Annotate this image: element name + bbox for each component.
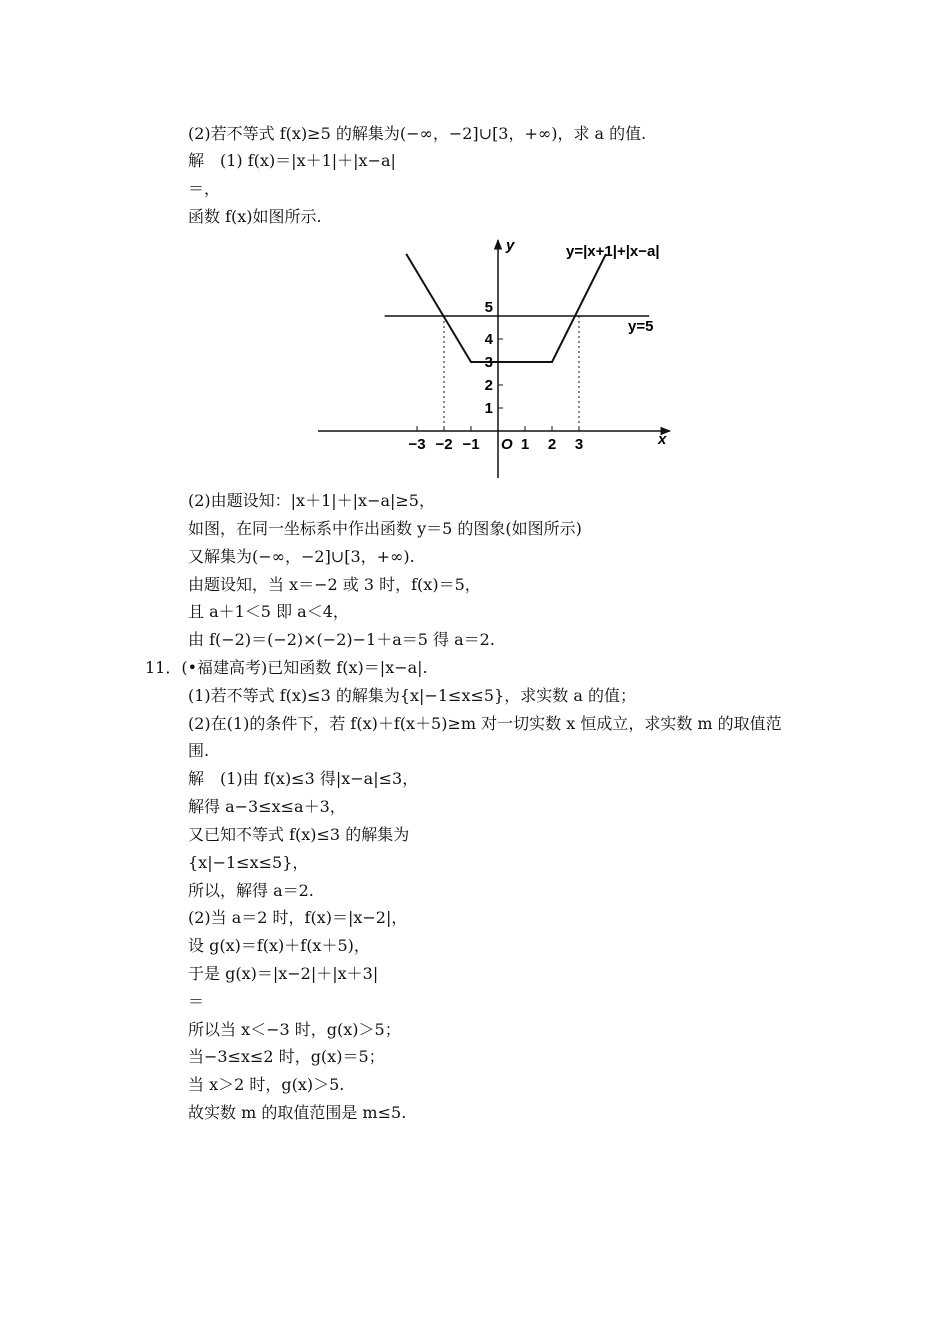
problem11-solution-line10: 所以当 x＜−3 时，g(x)＞5； xyxy=(188,1020,401,1039)
part1-q2: (2)若不等式 f(x)≥5 的解集为(−∞，−2]∪[3，+∞)，求 a 的值. xyxy=(188,124,647,143)
part1-solution2-line1: (2)由题设知：|x＋1|＋|x−a|≥5， xyxy=(188,491,435,510)
y-tick-label: 1 xyxy=(484,400,493,417)
part1-solution-1: 解 (1) f(x)＝|x＋1|＋|x−a| xyxy=(188,151,396,170)
x-tick-label: −1 xyxy=(462,436,480,453)
line-label: y=5 xyxy=(628,318,654,335)
part1-solution2-line3: 又解集为(−∞，−2]∪[3，+∞). xyxy=(188,547,415,566)
x-tick-label: −2 xyxy=(435,436,453,453)
part1-solution2-line6: 由 f(−2)＝(−2)×(−2)−1＋a＝5 得 a＝2. xyxy=(188,630,495,649)
problem11-solution-line2: 解得 a−3≤x≤a＋3， xyxy=(188,797,346,816)
part1-equals: ＝， xyxy=(188,179,221,198)
problem11-solution-line1: 解 (1)由 f(x)≤3 得|x−a|≤3， xyxy=(188,769,419,788)
problem11-title: 11．(•福建高考)已知函数 f(x)＝|x−a|. xyxy=(145,658,428,677)
curve-series-line xyxy=(406,254,606,362)
problem11-q2-line1: (2)在(1)的条件下，若 f(x)＋f(x＋5)≥m 对一切实数 x 恒成立，求实数 m 的取值范 xyxy=(188,714,782,733)
part1-solution2-line2: 如图，在同一坐标系中作出函数 y＝5 的图象(如图所示) xyxy=(188,519,582,538)
x-tick-label: 1 xyxy=(520,436,530,453)
problem11-solution-line9: ＝ xyxy=(188,992,205,1011)
problem11-solution-line8: 于是 g(x)＝|x−2|＋|x＋3| xyxy=(188,964,379,983)
y-tick-label: 3 xyxy=(484,354,493,371)
problem11-solution-line13: 故实数 m 的取值范围是 m≤5. xyxy=(188,1103,407,1122)
x-tick-label: 2 xyxy=(547,436,557,453)
y-tick-label: 5 xyxy=(484,299,493,316)
y-tick-label: 4 xyxy=(484,331,493,348)
x-tick-label: 3 xyxy=(574,436,584,453)
problem11-solution-line6: (2)当 a＝2 时，f(x)＝|x−2|， xyxy=(188,908,408,927)
part1-solution2-line5: 且 a＋1＜5 即 a＜4， xyxy=(188,602,349,621)
origin-label: O xyxy=(501,436,513,453)
part1-figure-note: 函数 f(x)如图所示. xyxy=(188,207,322,226)
problem11-solution-line5: 所以，解得 a＝2. xyxy=(188,881,314,900)
part1-solution2-line4: 由题设知，当 x＝−2 或 3 时，f(x)＝5， xyxy=(188,575,481,594)
problem11-solution-line12: 当 x＞2 时，g(x)＞5. xyxy=(188,1075,345,1094)
curve-label: y=|x+1|+|x−a| xyxy=(566,243,660,260)
problem11-solution-line4: {x|−1≤x≤5}， xyxy=(188,853,309,872)
x-tick-label: −3 xyxy=(408,436,426,453)
function-graph xyxy=(310,232,680,482)
problem11-solution-line3: 又已知不等式 f(x)≤3 的解集为 xyxy=(188,825,410,844)
y-axis-label: y xyxy=(506,237,515,254)
problem11-q2-line2: 围. xyxy=(188,741,210,760)
problem11-solution-line7: 设 g(x)＝f(x)＋f(x＋5)， xyxy=(188,936,370,955)
problem11-q1: (1)若不等式 f(x)≤3 的解集为{x|−1≤x≤5}，求实数 a 的值； xyxy=(188,686,636,705)
x-axis-label: x xyxy=(658,431,667,448)
problem11-solution-line11: 当−3≤x≤2 时，g(x)＝5； xyxy=(188,1047,385,1066)
y-tick-label: 2 xyxy=(484,377,493,394)
